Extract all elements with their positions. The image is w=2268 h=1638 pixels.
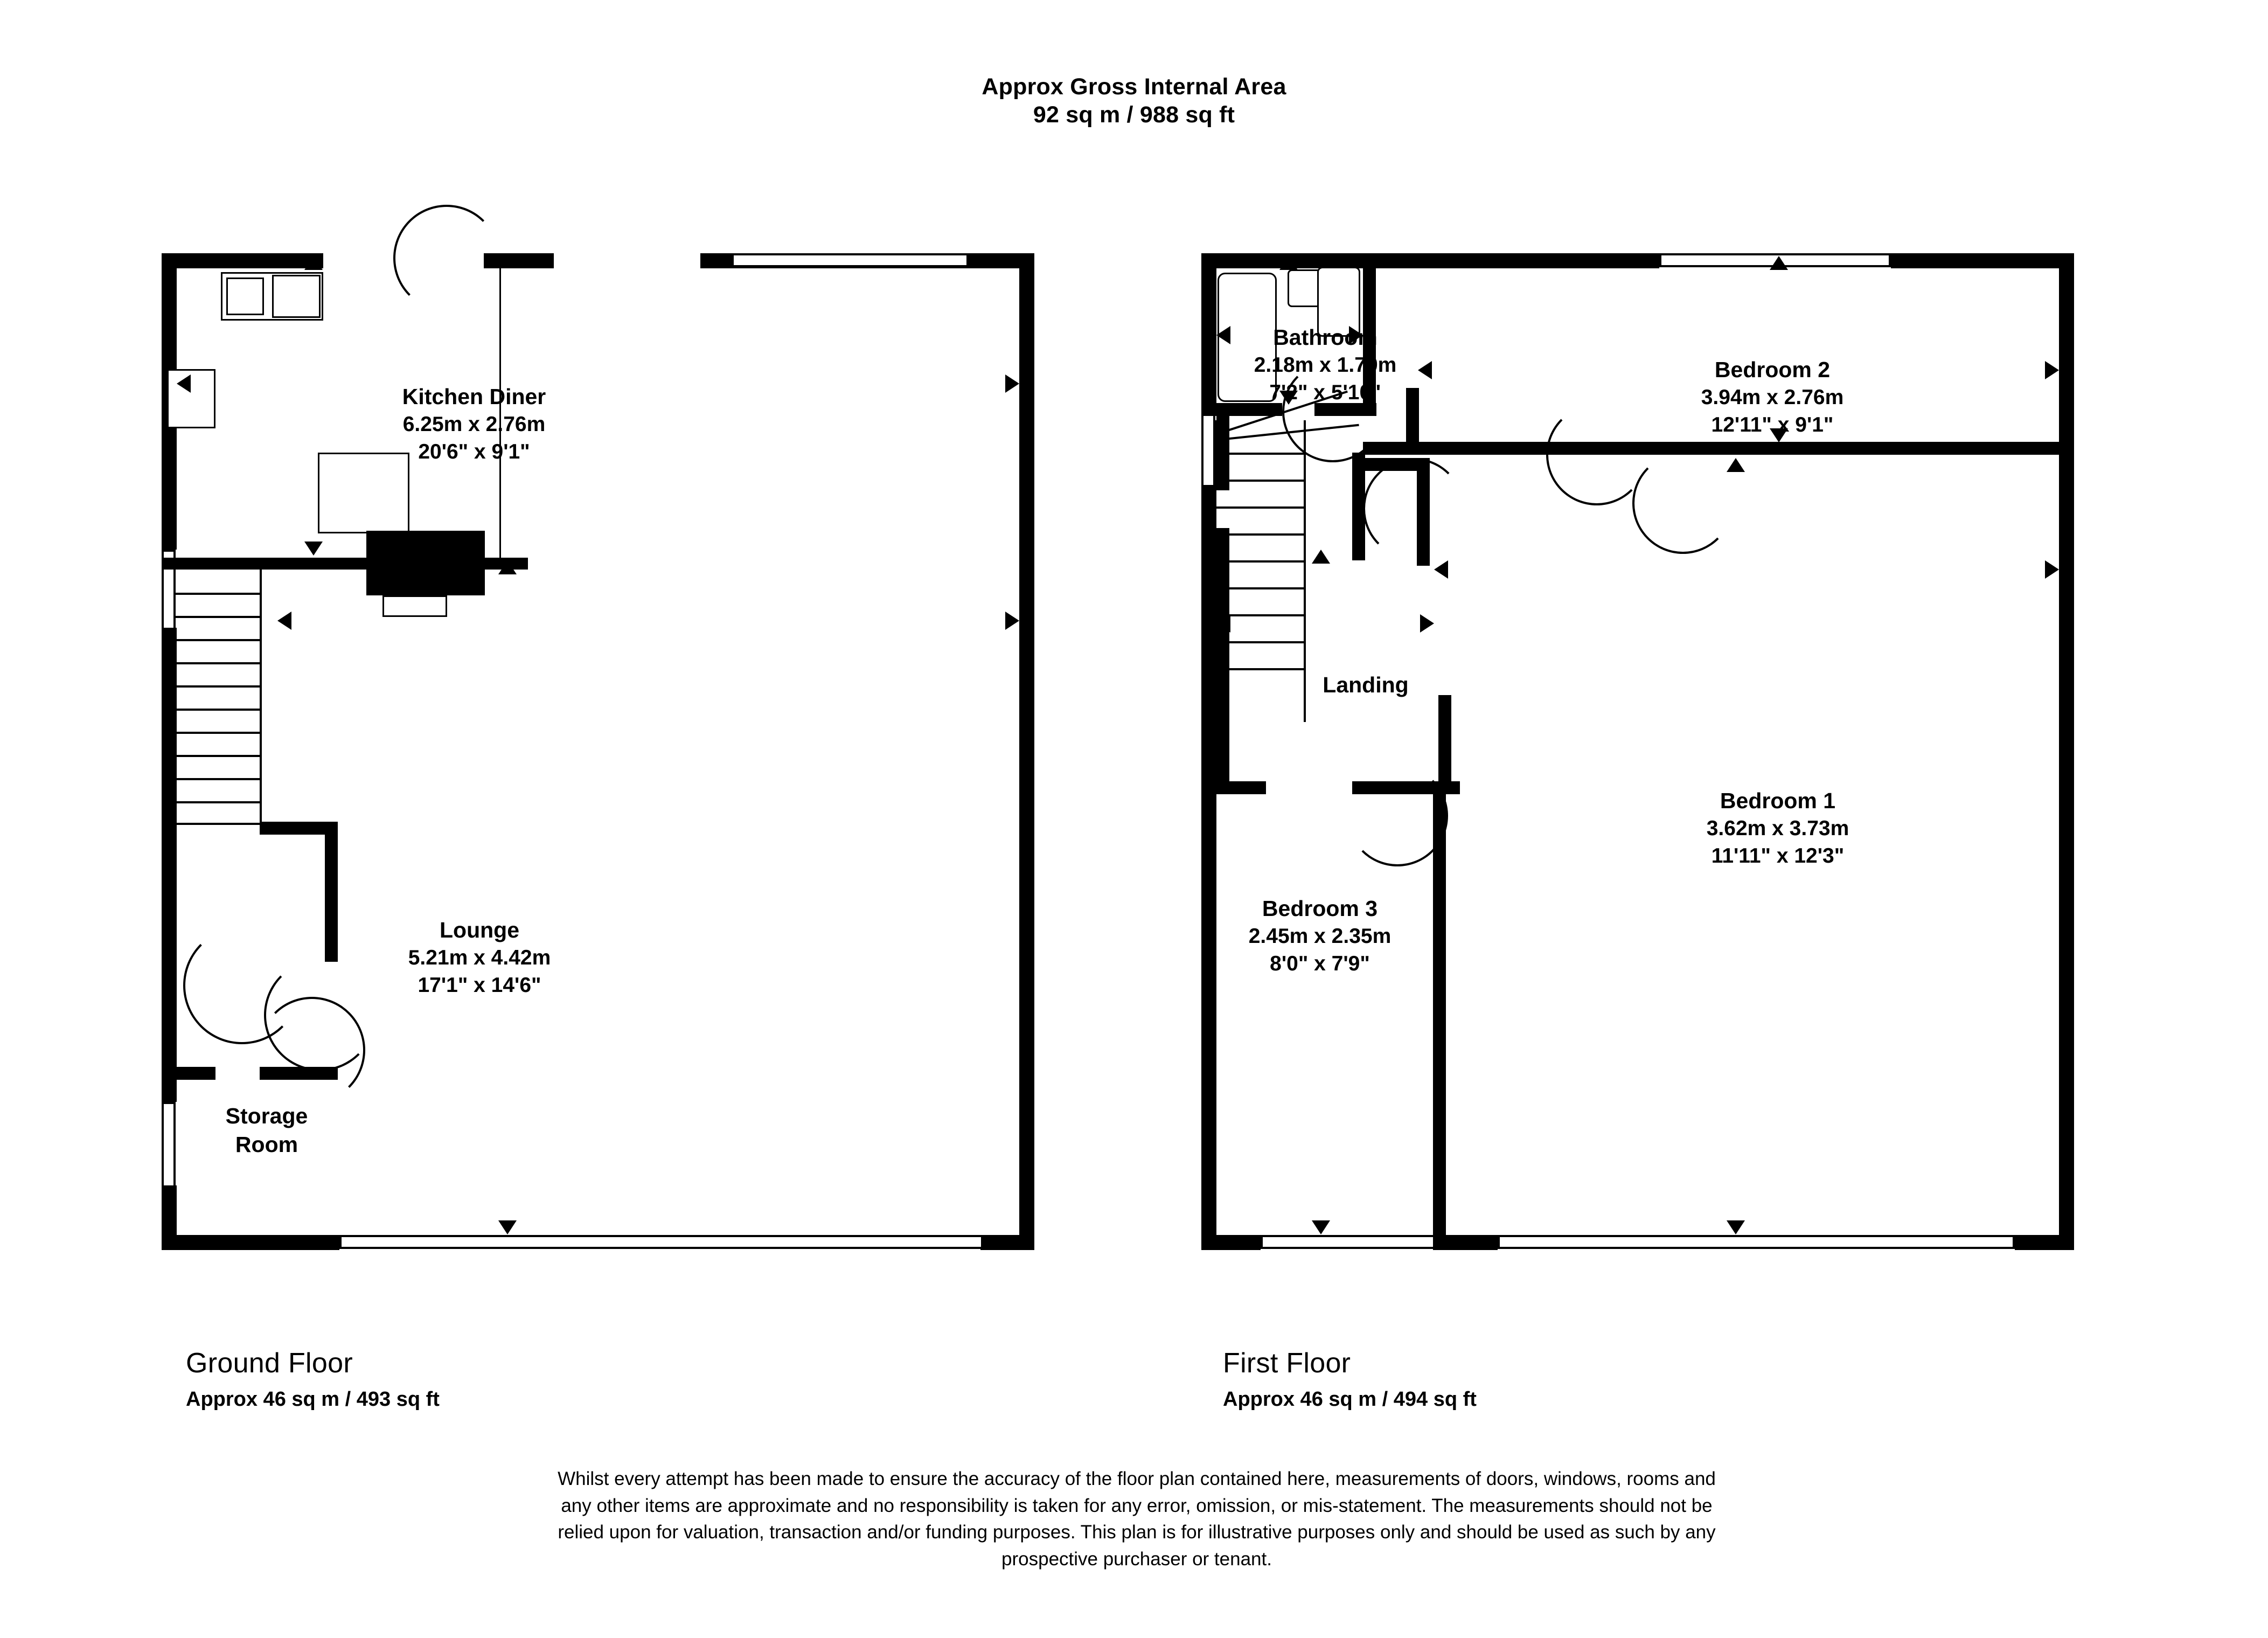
gf-window-left-storage: [162, 1102, 176, 1188]
gf-stair-tread-8: [173, 755, 262, 757]
gross-area-title: Approx Gross Internal Area: [982, 74, 1286, 100]
ff-stairs-left: [1214, 420, 1216, 722]
gf-arrow-lounge-up: [498, 560, 517, 574]
ff-arrow-bed3-down: [1312, 1220, 1330, 1234]
ff-wall-landing-left2: [1216, 528, 1229, 652]
ff-bedroom2-dim-metric: 3.94m x 2.76m: [1701, 386, 1844, 410]
gf-stair-tread-3: [173, 639, 262, 641]
gf-arrow-kitchen-down: [304, 542, 323, 556]
ff-wall-landing-low2: [1438, 695, 1451, 792]
gf-window-top: [732, 253, 969, 267]
ff-arrow-bed1-down: [1727, 1220, 1745, 1234]
gf-window-bottom: [339, 1235, 983, 1249]
ground-floor-caption: [186, 1347, 440, 1411]
ff-wall-bottom-left: [1201, 1235, 1261, 1250]
gf-stair-tread-7: [173, 732, 262, 734]
gf-kitchen-diner-label: [307, 383, 641, 466]
ff-bedroom1-dim-imperial: 11'11" x 12'3": [1711, 844, 1845, 867]
gf-stair-tread-11: [173, 823, 262, 825]
ff-stair-tread-a9: [1214, 668, 1306, 670]
gf-counter-island: [366, 531, 485, 595]
gf-lounge-name: Lounge: [439, 918, 520, 942]
ff-wall-top-bath: [1218, 253, 1379, 268]
gf-stair-tread-1: [173, 593, 262, 595]
ff-stair-tread-a2: [1214, 480, 1306, 482]
ff-arrow-bed2-right: [2045, 361, 2059, 379]
ff-arrow-bed3-up: [1312, 550, 1330, 564]
ground-floor-plan: [162, 226, 1104, 1304]
ff-window-bottom-bed3: [1261, 1235, 1438, 1249]
ff-bedroom1-label: [1627, 787, 1929, 870]
ff-door-arc-bed1: [1632, 453, 1734, 554]
ff-arrow-bed1-right: [2045, 560, 2059, 579]
ff-arrow-bath-up: [1279, 256, 1298, 270]
ff-bathroom-label: [1191, 323, 1460, 407]
gf-door-arc-front: [393, 205, 500, 311]
ff-door-arc-bed3: [1347, 765, 1448, 866]
ff-wall-right: [2059, 253, 2074, 1250]
gf-storage-room-name-line2: Room: [235, 1132, 298, 1157]
disclaimer-line-4: prospective purchaser or tenant.: [1001, 1549, 1272, 1570]
gf-arrow-lounge-down: [498, 1220, 517, 1234]
gf-door-arc-lounge: [259, 997, 365, 1103]
ff-window-bottom-bed1: [1498, 1235, 2015, 1249]
gf-stair-tread-5: [173, 685, 262, 688]
ff-door-arc-bed2: [1363, 458, 1464, 559]
gf-stairs-outline: [173, 570, 176, 823]
ff-bedroom3-dim-imperial: 8'0" x 7'9": [1270, 952, 1370, 975]
disclaimer-line-3: relied upon for valuation, transaction and/or funding purposes. This plan is for illustrative purposes only and should be used as such by any: [558, 1522, 1716, 1543]
ff-stair-tread-a4: [1214, 533, 1306, 536]
first-floor-plan: [1201, 226, 2144, 1304]
gf-arrow-kitchen-left: [177, 374, 191, 393]
gf-storage-room-label: [178, 1102, 356, 1160]
ff-wall-top-mid: [1379, 253, 1659, 268]
ff-stair-tread-a8: [1214, 641, 1306, 643]
gf-arrow-kitchen-right: [1005, 374, 1019, 393]
ff-bedroom3-name: Bedroom 3: [1262, 896, 1378, 921]
gf-wall-bottom-right: [980, 1235, 1034, 1250]
gf-wall-right: [1019, 253, 1034, 1250]
ff-arrow-bed3-right: [1420, 614, 1434, 633]
gf-drainer: [272, 275, 321, 318]
first-floor-area: Approx 46 sq m / 494 sq ft: [1223, 1388, 1477, 1411]
ff-wall-landing-bot: [1201, 781, 1266, 794]
first-floor-caption: [1223, 1347, 1477, 1411]
ff-bedroom3-label: [1185, 894, 1455, 978]
ff-bedroom2-label: [1622, 356, 1923, 439]
disclaimer: [302, 1466, 1972, 1573]
ff-arrow-bed1-up: [1727, 458, 1745, 472]
gf-hob: [167, 369, 215, 428]
ff-arrow-bed1-left: [1434, 560, 1448, 579]
gf-sink-bowl: [226, 277, 264, 315]
ff-bedroom3-dim-metric: 2.45m x 2.35m: [1248, 925, 1392, 948]
gf-stair-tread-9: [173, 778, 262, 780]
ff-landing-name: Landing: [1323, 672, 1409, 697]
disclaimer-line-2: any other items are approximate and no responsibility is taken for any error, omission, or mis-statement. The measurements should not be: [561, 1495, 1713, 1516]
ff-wall-bed2-bot-long: [1406, 442, 2074, 455]
ff-stair-tread-a5: [1214, 560, 1306, 563]
page-header: [0, 73, 2268, 129]
gf-arrow-kitchen-up: [304, 256, 323, 270]
gf-wall-bottom-left: [162, 1235, 339, 1250]
gf-wall-top-left: [162, 253, 323, 268]
ff-window-left-stairs: [1201, 412, 1215, 488]
gf-lounge-label: [318, 916, 641, 1000]
ff-wall-bottom-right: [2015, 1235, 2074, 1250]
ff-wall-top-right: [1891, 253, 2074, 268]
ff-bedroom1-name: Bedroom 1: [1720, 788, 1836, 813]
ff-stair-tread-a6: [1214, 587, 1306, 589]
gf-arrow-lounge-left: [277, 612, 291, 630]
ff-bedroom2-dim-imperial: 12'11" x 9'1": [1711, 413, 1834, 436]
ff-bedroom2-name: Bedroom 2: [1714, 357, 1831, 382]
ff-wall-bed1-bed3: [1433, 781, 1446, 1250]
disclaimer-line-1: Whilst every attempt has been made to ensure the accuracy of the floor plan contained here, measurements of doors, windows, rooms and: [558, 1468, 1716, 1489]
gf-island-front: [382, 595, 447, 617]
gf-stair-tread-10: [173, 801, 262, 803]
ff-bedroom1-dim-metric: 3.62m x 3.73m: [1706, 817, 1849, 841]
ff-bathroom-dim-imperial: 7'2" x 5'10": [1269, 380, 1381, 404]
gf-kitchen-diner-name: Kitchen Diner: [402, 384, 546, 409]
gf-stairs-outline-right: [260, 570, 262, 823]
ff-arrow-bed2-up: [1770, 256, 1788, 270]
ff-stair-tread-a3: [1214, 506, 1306, 509]
gross-area-value: 92 sq m / 988 sq ft: [1033, 102, 1235, 128]
gf-lounge-dim-metric: 5.21m x 4.42m: [408, 946, 551, 970]
gf-stair-tread-6: [173, 709, 262, 711]
gf-kitchen-diner-dim-metric: 6.25m x 2.76m: [402, 413, 546, 436]
ff-stair-tread-a1: [1214, 453, 1306, 455]
gf-lounge-dim-imperial: 17'1" x 14'6": [418, 973, 541, 997]
first-floor-title: First Floor: [1223, 1348, 1351, 1379]
gf-stair-tread-2: [173, 616, 262, 618]
ff-wall-bottom-mid: [1438, 1235, 1498, 1250]
gf-stair-tread-4: [173, 662, 262, 664]
ff-bathroom-dim-metric: 2.18m x 1.79m: [1254, 353, 1397, 377]
gf-arrow-lounge-right: [1005, 612, 1019, 630]
ff-wall-landing-left: [1216, 410, 1229, 490]
ff-landing-label: [1253, 671, 1479, 699]
ff-bathroom-name: Bathroom: [1273, 325, 1378, 350]
gf-wall-hall-left: [162, 1067, 215, 1080]
ff-arrow-bed3-left: [1216, 614, 1230, 633]
ground-floor-area: Approx 46 sq m / 493 sq ft: [186, 1388, 440, 1411]
ff-wall-landing-left3: [1216, 652, 1229, 787]
ground-floor-title: Ground Floor: [186, 1348, 353, 1379]
gf-kitchen-diner-dim-imperial: 20'6" x 9'1": [418, 440, 530, 463]
gf-storage-room-name-line1: Storage: [225, 1103, 308, 1128]
